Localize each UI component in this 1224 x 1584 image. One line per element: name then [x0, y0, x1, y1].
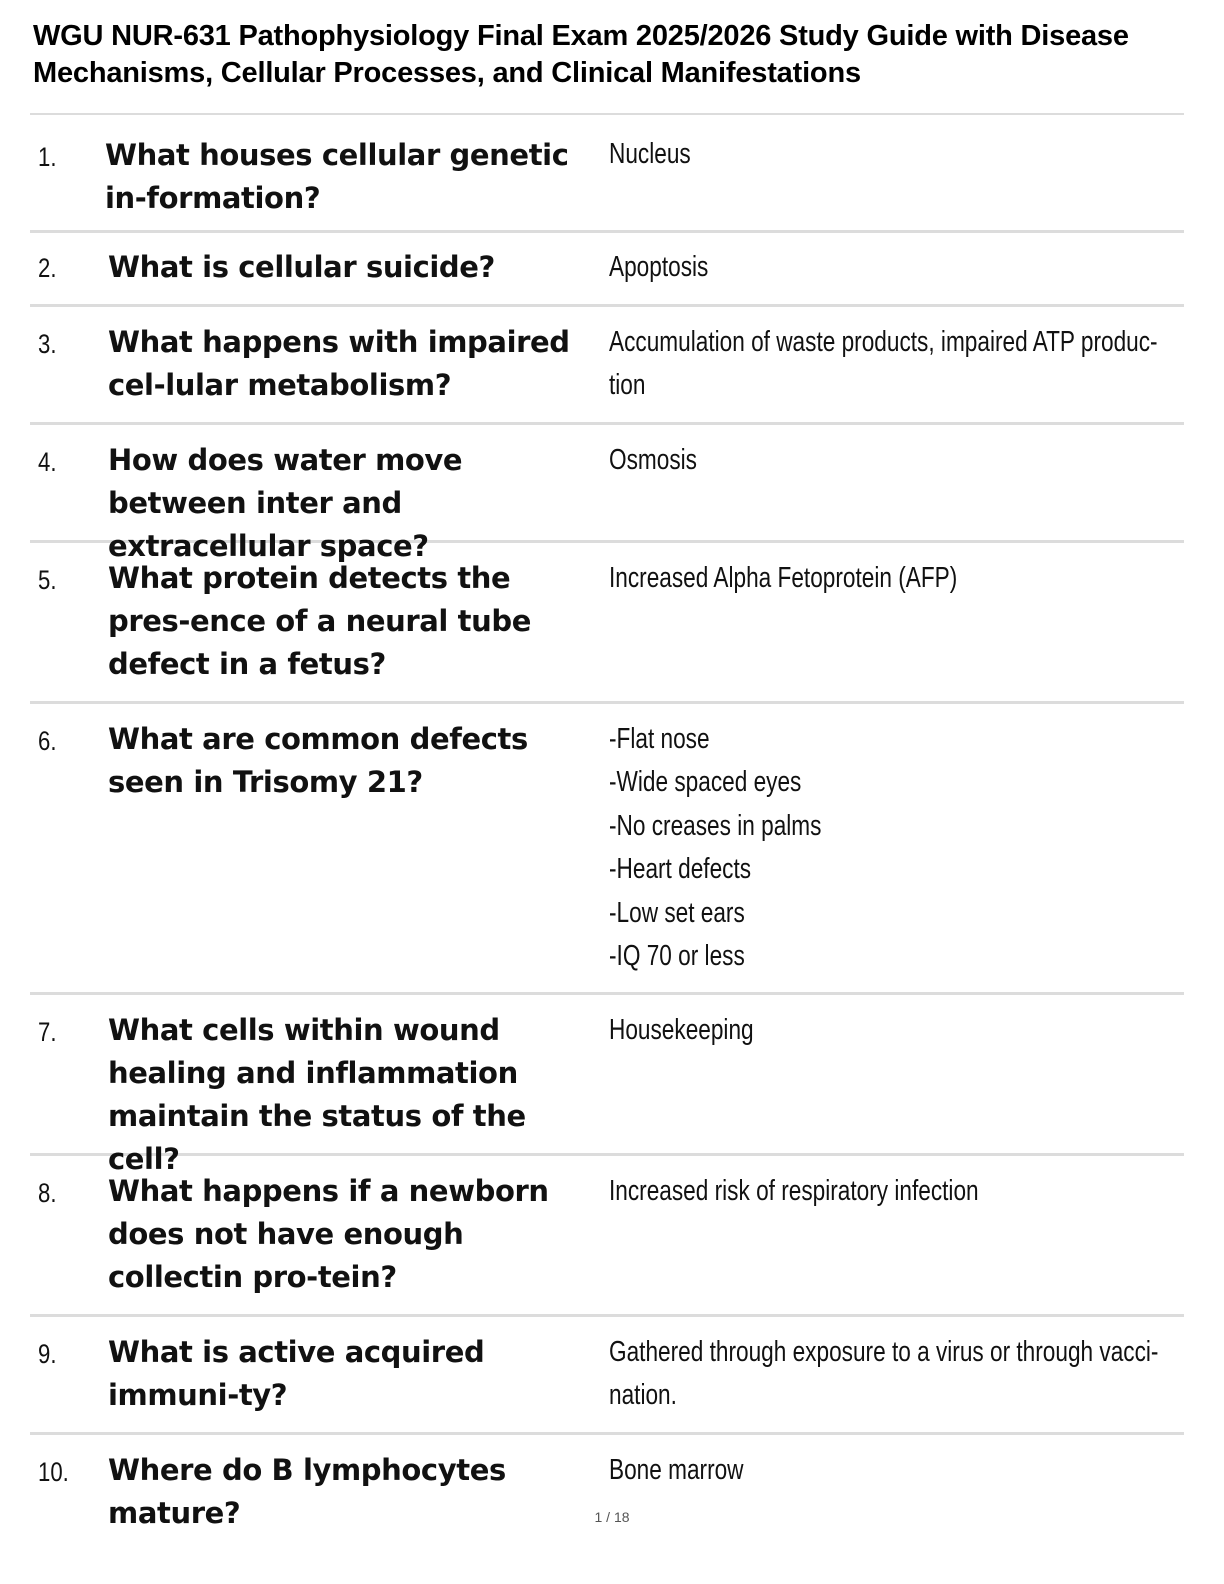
answer-text: Osmosis: [609, 444, 697, 476]
question-text: What houses cellular genetic in-formation?: [105, 138, 569, 215]
question-text: What is cellular suicide?: [108, 250, 495, 284]
answer-text: Nucleus: [609, 138, 691, 170]
list-item: [30, 1317, 1184, 1435]
item-number: 2.: [38, 253, 57, 283]
item-number: 3.: [38, 329, 57, 359]
list-item: [30, 114, 1184, 233]
answer-text: Bone marrow: [609, 1454, 744, 1486]
list-item: [30, 425, 1184, 563]
item-number: 1.: [38, 142, 57, 172]
question-text: How does water move between inter and extracellular space?: [108, 443, 463, 563]
answer-text: Apoptosis: [609, 251, 709, 283]
answer-text: -Flat nose -Wide spaced eyes -No creases in palms -Heart defects -Low set ears -IQ 70 or less: [609, 723, 822, 973]
list-item: [30, 995, 1184, 1176]
answer-text: Increased Alpha Fetoprotein (AFP): [609, 562, 958, 594]
list-item: [30, 233, 1184, 307]
answer-text: Increased risk of respiratory infection: [609, 1175, 979, 1207]
item-number: 10.: [38, 1457, 69, 1487]
answer-text: Gathered through exposure to a virus or through vacci-nation.: [609, 1336, 1159, 1412]
document-title: WGU NUR-631 Pathophysiology Final Exam 2025/2026 Study Guide with Disease Mechanisms, Cellular Processes, and Clinical Manifestations: [33, 20, 1129, 89]
question-text: What is active acquired immuni-ty?: [108, 1335, 485, 1412]
answer-text: Accumulation of waste products, impaired ATP produc-tion: [609, 326, 1158, 402]
item-number: 5.: [38, 565, 57, 595]
answer-text: Housekeeping: [609, 1014, 754, 1046]
question-text: What happens if a newborn does not have enough collectin pro-tein?: [108, 1174, 549, 1294]
question-text: What are common defects seen in Trisomy 21?: [108, 722, 528, 799]
item-number: 7.: [38, 1017, 57, 1047]
item-number: 8.: [38, 1178, 57, 1208]
item-number: 6.: [38, 726, 57, 756]
question-text: What cells within wound healing and inflammation maintain the status of the cell?: [108, 1013, 526, 1176]
item-number: 4.: [38, 447, 57, 477]
question-text: What happens with impaired cel-lular metabolism?: [108, 325, 570, 402]
list-item: [30, 1156, 1184, 1317]
list-item: [30, 543, 1184, 704]
list-item: [30, 307, 1184, 425]
question-text: Where do B lymphocytes mature?: [108, 1453, 506, 1530]
item-number: 9.: [38, 1339, 57, 1369]
page-indicator: 1 / 18: [594, 1509, 630, 1525]
question-text: What protein detects the pres-ence of a neural tube defect in a fetus?: [108, 561, 532, 681]
list-item: [30, 704, 1184, 995]
